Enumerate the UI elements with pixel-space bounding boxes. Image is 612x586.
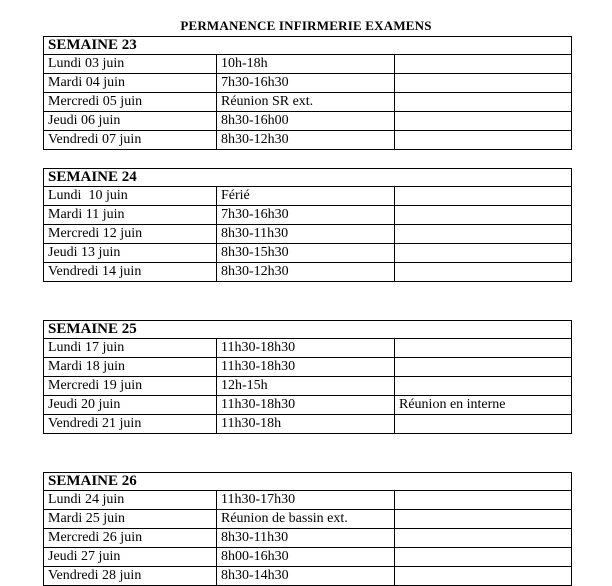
week-header-row (44, 473, 572, 491)
hours-cell: 11h30-18h30 (217, 339, 395, 358)
note-cell (395, 263, 572, 282)
table-row (44, 415, 572, 434)
week-header-row (44, 169, 572, 187)
week-header: SEMAINE 24 (44, 169, 572, 187)
hours-cell: Réunion de bassin ext. (217, 510, 395, 529)
note-cell (395, 339, 572, 358)
note-cell (395, 74, 572, 93)
table-row (44, 567, 572, 586)
hours-cell: Réunion SR ext. (217, 93, 395, 112)
hours-cell: 8h30-11h30 (217, 529, 395, 548)
day-cell: Mardi 25 juin (44, 510, 217, 529)
day-cell: Vendredi 21 juin (44, 415, 217, 434)
document-title: PERMANENCE INFIRMERIE EXAMENS (180, 18, 432, 33)
note-cell (395, 131, 572, 150)
table-row (44, 377, 572, 396)
hours-cell: 11h30-18h30 (217, 396, 395, 415)
hours-cell: 8h30-11h30 (217, 225, 395, 244)
hours-cell: 10h-18h (217, 55, 395, 74)
note-cell (395, 206, 572, 225)
hours-cell: 8h30-15h30 (217, 244, 395, 263)
table-row (44, 396, 572, 415)
hours-cell: 12h-15h (217, 377, 395, 396)
note-cell (395, 55, 572, 74)
week-table-23 (43, 36, 572, 150)
table-row (44, 339, 572, 358)
hours-cell: 7h30-16h30 (217, 206, 395, 225)
table-row (44, 131, 572, 150)
day-cell: Mercredi 12 juin (44, 225, 217, 244)
day-cell: Mercredi 05 juin (44, 93, 217, 112)
day-cell: Jeudi 13 juin (44, 244, 217, 263)
table-row (44, 263, 572, 282)
week-header: SEMAINE 25 (44, 321, 572, 339)
hours-cell: 8h30-14h30 (217, 567, 395, 586)
table-row (44, 74, 572, 93)
note-cell (395, 187, 572, 206)
hours-cell: 11h30-18h (217, 415, 395, 434)
hours-cell: 8h30-12h30 (217, 263, 395, 282)
note-cell: Réunion en interne (395, 396, 572, 415)
day-cell: Mercredi 19 juin (44, 377, 217, 396)
week-header-row (44, 321, 572, 339)
hours-cell: Férié (217, 187, 395, 206)
table-row (44, 244, 572, 263)
hours-cell: 11h30-18h30 (217, 358, 395, 377)
day-cell: Lundi 03 juin (44, 55, 217, 74)
table-row (44, 225, 572, 244)
note-cell (395, 529, 572, 548)
hours-cell: 8h30-12h30 (217, 131, 395, 150)
day-cell: Mardi 04 juin (44, 74, 217, 93)
table-row (44, 112, 572, 131)
hours-cell: 11h30-17h30 (217, 491, 395, 510)
week-table-24 (43, 168, 572, 282)
day-cell: Jeudi 20 juin (44, 396, 217, 415)
day-cell: Mercredi 26 juin (44, 529, 217, 548)
week-table-25 (43, 320, 572, 434)
day-cell: Vendredi 28 juin (44, 567, 217, 586)
table-row (44, 529, 572, 548)
note-cell (395, 491, 572, 510)
table-row (44, 187, 572, 206)
table-row (44, 491, 572, 510)
day-cell: Lundi 10 juin (44, 187, 217, 206)
week-header: SEMAINE 26 (44, 473, 572, 491)
week-table-26 (43, 472, 572, 586)
note-cell (395, 377, 572, 396)
note-cell (395, 244, 572, 263)
day-cell: Lundi 17 juin (44, 339, 217, 358)
day-cell: Vendredi 14 juin (44, 263, 217, 282)
table-row (44, 358, 572, 377)
day-cell: Vendredi 07 juin (44, 131, 217, 150)
day-cell: Jeudi 27 juin (44, 548, 217, 567)
note-cell (395, 510, 572, 529)
hours-cell: 8h30-16h00 (217, 112, 395, 131)
table-row (44, 206, 572, 225)
week-header-row (44, 37, 572, 55)
note-cell (395, 93, 572, 112)
day-cell: Mardi 18 juin (44, 358, 217, 377)
note-cell (395, 358, 572, 377)
table-row (44, 548, 572, 567)
day-cell: Jeudi 06 juin (44, 112, 217, 131)
table-row (44, 93, 572, 112)
note-cell (395, 415, 572, 434)
note-cell (395, 567, 572, 586)
day-cell: Lundi 24 juin (44, 491, 217, 510)
note-cell (395, 112, 572, 131)
table-row (44, 55, 572, 74)
note-cell (395, 225, 572, 244)
note-cell (395, 548, 572, 567)
hours-cell: 7h30-16h30 (217, 74, 395, 93)
table-row (44, 510, 572, 529)
day-cell: Mardi 11 juin (44, 206, 217, 225)
hours-cell: 8h00-16h30 (217, 548, 395, 567)
week-header: SEMAINE 23 (44, 37, 572, 55)
